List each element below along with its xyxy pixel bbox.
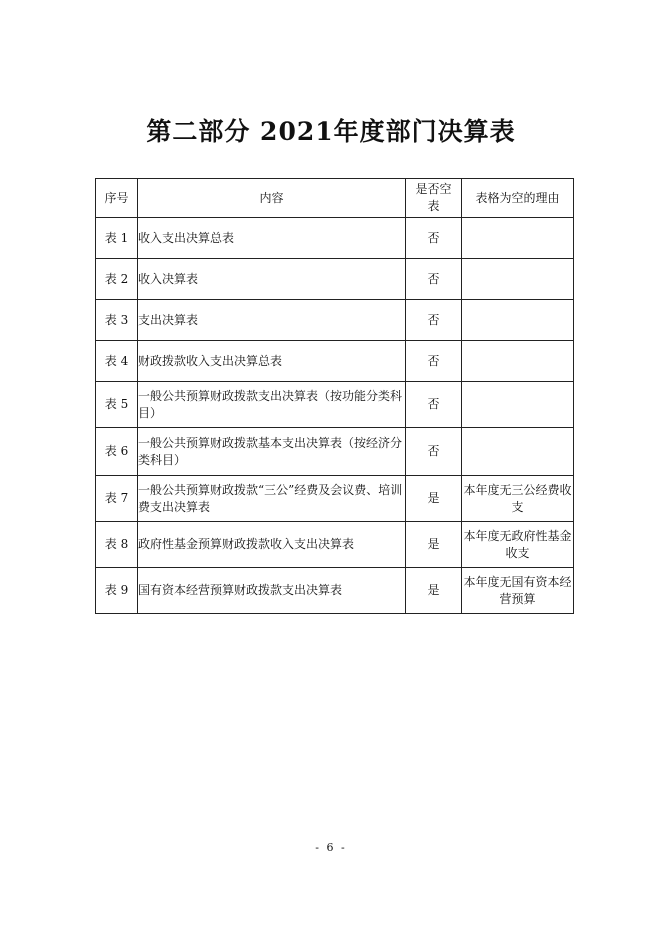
row-serial-no: 表 9: [96, 568, 138, 614]
row-empty-reason: 本年度无政府性基金收支: [462, 522, 574, 568]
header-serial-no: 序号: [96, 179, 138, 218]
row-empty-reason: [462, 341, 574, 382]
row-serial-no: 表 1: [96, 218, 138, 259]
row-empty-reason: 本年度无三公经费收支: [462, 476, 574, 522]
table-row: [96, 522, 574, 568]
row-serial-no: 表 6: [96, 428, 138, 476]
final-accounts-table: [95, 178, 574, 614]
row-empty-reason: [462, 300, 574, 341]
row-is-empty: 否: [406, 218, 462, 259]
row-is-empty: 是: [406, 476, 462, 522]
row-is-empty: 否: [406, 341, 462, 382]
row-serial-no: 表 4: [96, 341, 138, 382]
row-content: 政府性基金预算财政拨款收入支出决算表: [138, 522, 406, 568]
row-content: 收入决算表: [138, 259, 406, 300]
row-serial-no: 表 2: [96, 259, 138, 300]
row-is-empty: 是: [406, 568, 462, 614]
row-is-empty: 否: [406, 382, 462, 428]
table-row: [96, 259, 574, 300]
row-serial-no: 表 7: [96, 476, 138, 522]
row-is-empty: 否: [406, 300, 462, 341]
row-content: 支出决算表: [138, 300, 406, 341]
row-content: 一般公共预算财政拨款“三公”经费及会议费、培训费支出决算表: [138, 476, 406, 522]
table-row: [96, 428, 574, 476]
row-serial-no: 表 5: [96, 382, 138, 428]
header-is-empty: 是否空表: [406, 179, 462, 218]
table-row: [96, 476, 574, 522]
row-serial-no: 表 8: [96, 522, 138, 568]
row-is-empty: 否: [406, 428, 462, 476]
table-row: [96, 300, 574, 341]
row-empty-reason: [462, 428, 574, 476]
row-content: 财政拨款收入支出决算总表: [138, 341, 406, 382]
row-empty-reason: [462, 382, 574, 428]
row-content: 收入支出决算总表: [138, 218, 406, 259]
page-title: 第二部分 2021年度部门决算表: [146, 117, 516, 146]
table-row: [96, 218, 574, 259]
row-is-empty: 否: [406, 259, 462, 300]
row-content: 一般公共预算财政拨款基本支出决算表（按经济分类科目）: [138, 428, 406, 476]
header-content: 内容: [138, 179, 406, 218]
row-is-empty: 是: [406, 522, 462, 568]
table-row: [96, 382, 574, 428]
row-content: 国有资本经营预算财政拨款支出决算表: [138, 568, 406, 614]
row-serial-no: 表 3: [96, 300, 138, 341]
table-row: [96, 341, 574, 382]
header-empty-reason: 表格为空的理由: [462, 179, 574, 218]
row-empty-reason: [462, 218, 574, 259]
table-row: [96, 568, 574, 614]
row-content: 一般公共预算财政拨款支出决算表（按功能分类科目）: [138, 382, 406, 428]
row-empty-reason: [462, 259, 574, 300]
table-header-row: [96, 179, 574, 218]
page-number: - 6 -: [315, 841, 347, 854]
row-empty-reason: 本年度无国有资本经营预算: [462, 568, 574, 614]
